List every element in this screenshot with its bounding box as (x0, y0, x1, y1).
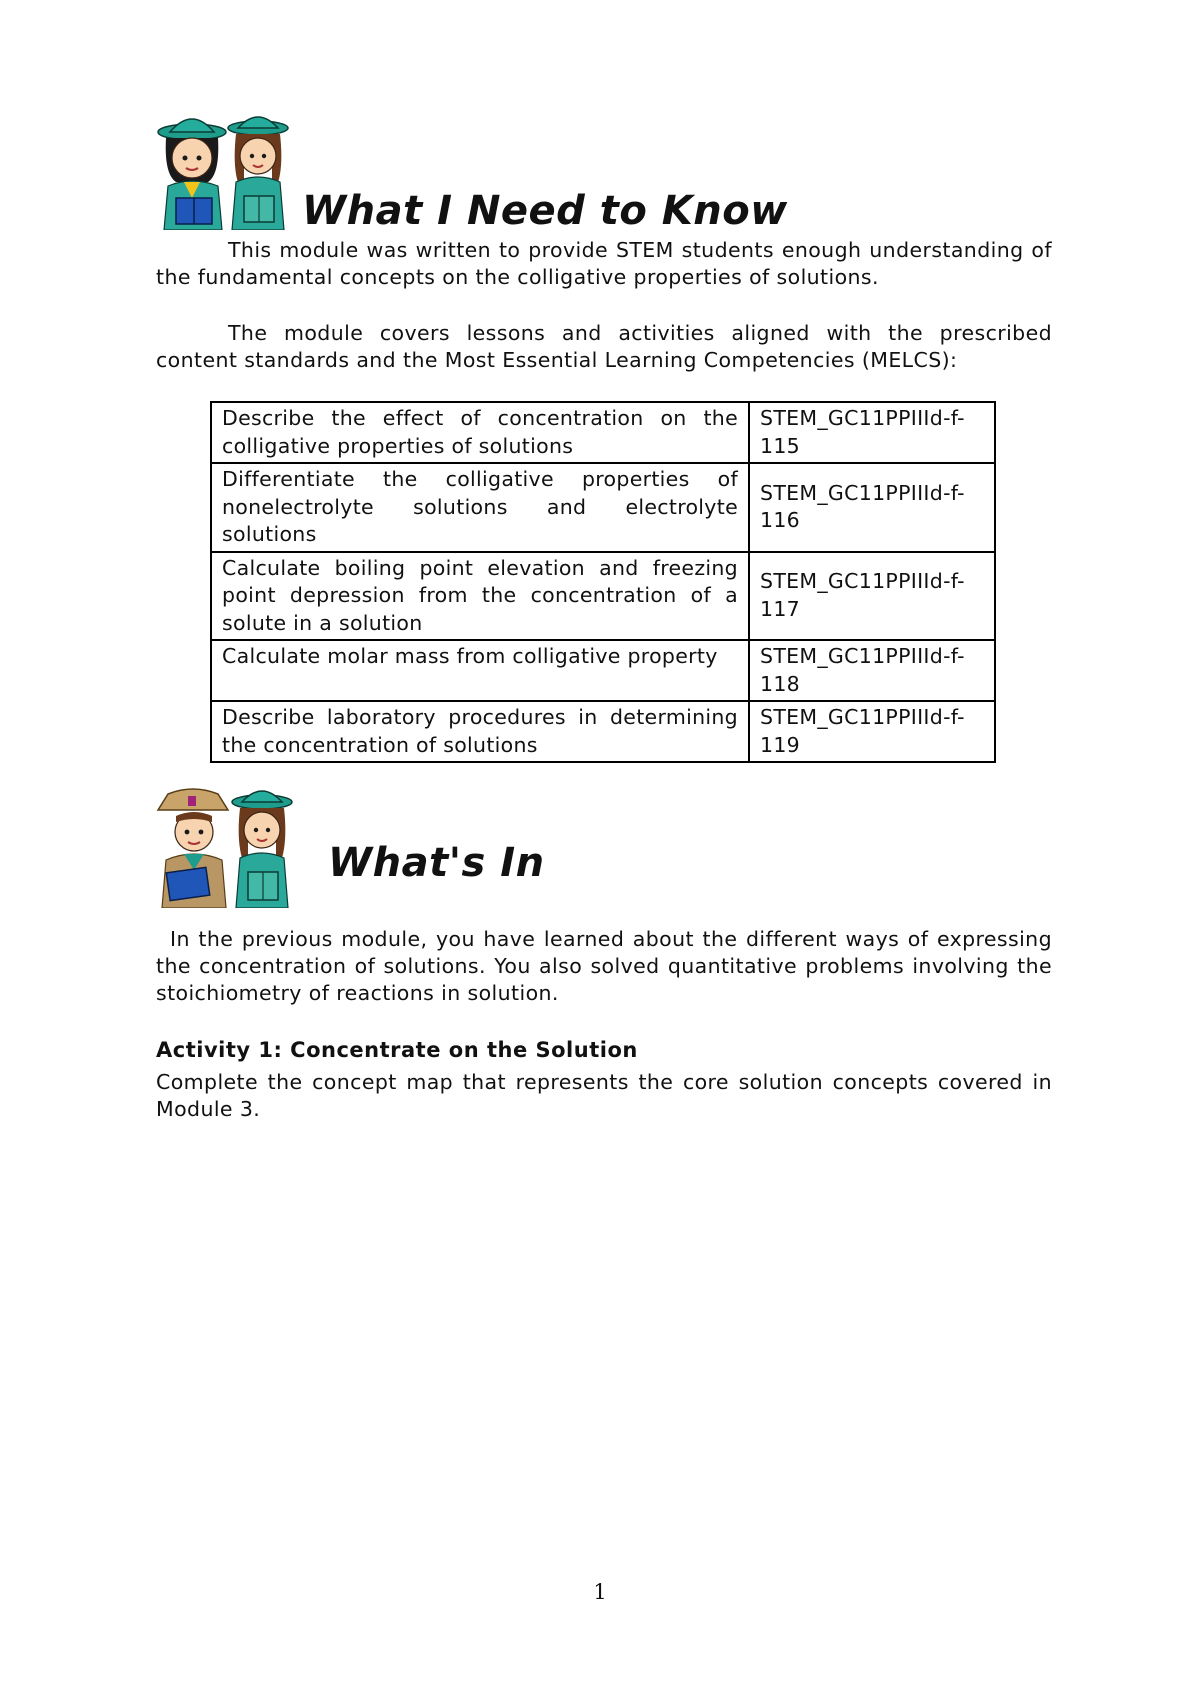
boy-and-girl-scouts-reading-icon (156, 786, 298, 908)
activity-title: Activity 1: Concentrate on the Solution (156, 1038, 638, 1062)
what-i-need-to-know-header (156, 112, 788, 234)
competency-cell: Calculate boiling point elevation and freezing point depression from the concentration of a solute in a solution (211, 552, 749, 641)
competency-cell: Describe the effect of concentration on the colligative properties of solutions (211, 402, 749, 463)
code-cell: STEM_GC11PPIIId-f-119 (749, 701, 995, 762)
whats-in-header (156, 786, 545, 908)
table-row (211, 552, 995, 641)
two-girl-scouts-reading-icon (156, 112, 294, 230)
melcs-table (210, 401, 996, 763)
melcs-intro-paragraph: The module covers lessons and activities aligned with the prescribed content standards and the Most Essential Learning Competencies (MELCS): (156, 321, 1052, 372)
table-row (211, 640, 995, 701)
competency-cell: Describe laboratory procedures in determining the concentration of solutions (211, 701, 749, 762)
table-row (211, 701, 995, 762)
code-cell: STEM_GC11PPIIId-f-116 (749, 463, 995, 552)
table-row (211, 463, 995, 552)
competency-cell: Differentiate the colligative properties of nonelectrolyte solutions and electrolyte solutions (211, 463, 749, 552)
code-cell: STEM_GC11PPIIId-f-115 (749, 402, 995, 463)
table-row (211, 402, 995, 463)
page-number: 1 (593, 1580, 607, 1604)
code-cell: STEM_GC11PPIIId-f-117 (749, 552, 995, 641)
whats-in-paragraph: In the previous module, you have learned about the different ways of expressing the concentration of solutions. You also solved quantitative problems involving the stoichiometry of reactions in solution. (156, 927, 1052, 1005)
competency-cell: Calculate molar mass from colligative property (211, 640, 749, 701)
section-title-what-i-need-to-know: What I Need to Know (302, 188, 788, 234)
code-cell: STEM_GC11PPIIId-f-118 (749, 640, 995, 701)
intro-paragraph: This module was written to provide STEM students enough understanding of the fundamental concepts on the colligative properties of solutions. (156, 238, 1052, 289)
activity-instruction: Complete the concept map that represents the core solution concepts covered in Module 3. (156, 1070, 1052, 1121)
section-title-whats-in: What's In (328, 840, 545, 886)
